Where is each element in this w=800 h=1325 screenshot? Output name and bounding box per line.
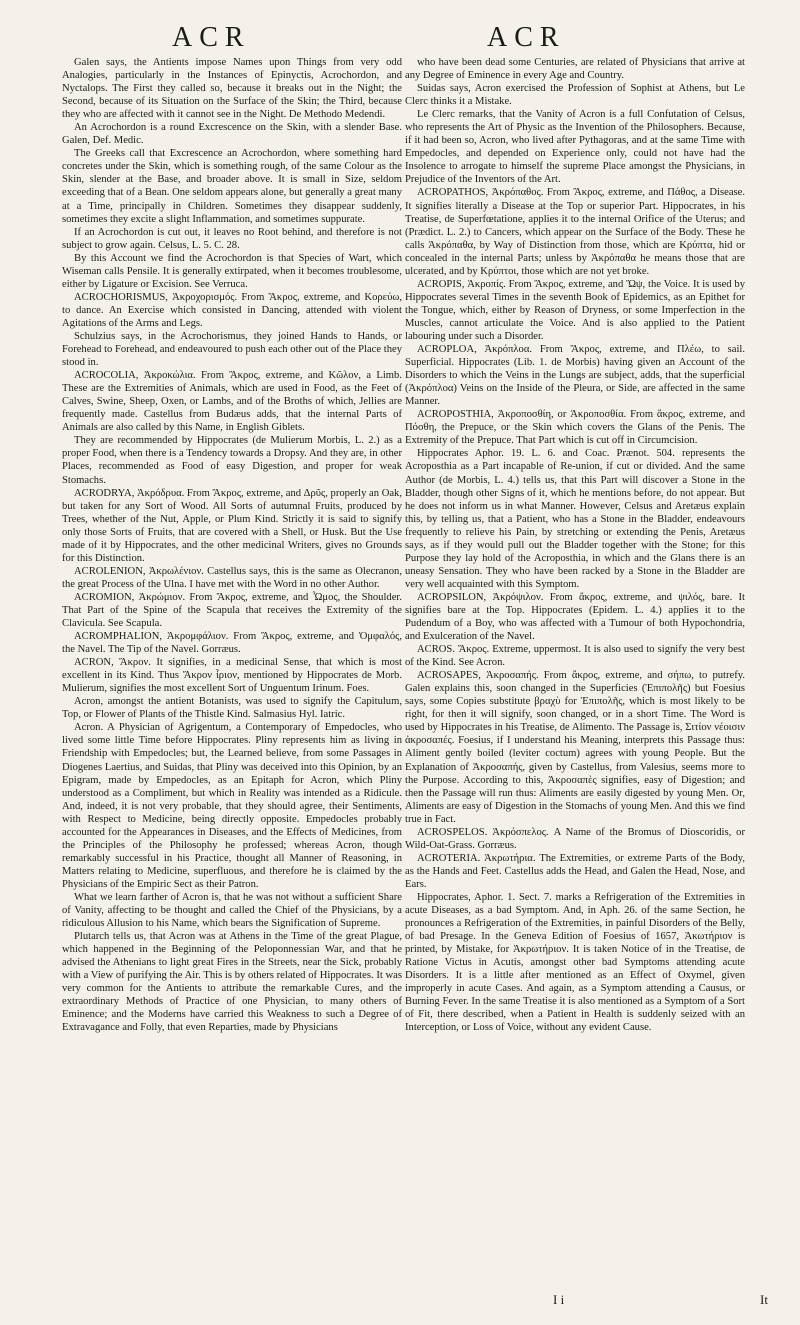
paragraph: ACRON, Ἄκρον. It signifies, in a medicinal Sense, that which is most excellent in its Kind. Thus Ἄκρον ἶριον, mentioned by Hippocrates de Morb. Mulierum, signifies the most excellent Sort of Unguentum Irinum. Foes. bbox=[62, 657, 402, 695]
paragraph: Galen says, the Antients impose Names upon Things from very odd Analogies, particularly in the Instances of Epinyctis, Acrochordon, and Nyctalops. The First they called so, because it breaks out in the Night; the Second, because of its Situation on the Surface of the Skin; the Third, because they who are affected with it cannot see in the Night. De Methodo Medendi. bbox=[62, 57, 402, 121]
paragraph: ACROSPELOS. Ἀκρόσπελος. A Name of the Bromus of Dioscoridis, or Wild-Oat-Grass. Gorræus. bbox=[405, 826, 745, 851]
paragraph: ACROPATHOS, Ἀκρόπαθος. From Ἄκρος, extreme, and Πάθος, a Disease. It signifies literally a Disease at the Top or superior Part. Hippocrates, in his Treatise, de Superfœtatione, applies it to the internal Orifice of the Uterus; and (Prædict. L. 2.) to Cancers, which appear on the Surface of the Body. These he calls Ἀκρόπαθα, by Way of Distinction from those, which are Κρύπτα, hid or concealed in the internal Parts; unless by Ἀκρόπαθα he means those that are ulcerated, and by Κρύπτοι, those which are not yet broke. bbox=[405, 187, 745, 277]
paragraph: If an Acrochordon is cut out, it leaves no Root behind, and therefore is not subject to grow again. Celsus, L. 5. C. 28. bbox=[62, 226, 402, 251]
running-header bbox=[0, 22, 800, 56]
paragraph: who have been dead some Centuries, are related of Physicians that arrive at any Degree of Eminence in every Age and Country. bbox=[405, 57, 745, 82]
header-right: ACR bbox=[487, 22, 566, 53]
paragraph: ACROLENION, Ἀκρωλένιον. Castellus says, this is the same as Olecranon, the great Process of the Ulna. I have met with the Word in no other Author. bbox=[62, 565, 402, 590]
paragraph: Plutarch tells us, that Acron was at Athens in the Time of the great Plague, which happened in the Beginning of the Peloponnessian War, and that he advised the Athenians to light great Fires in the Streets, near the Sick, probably with a View of purifying the Air. This is by others related of Hippocrates. It was very common for the Antients to attribute the remarkable Cures, and the extraordinary Methods of Practice of one Physician, to many others of Eminence; and the Moderns have carried this Weakness to such a Degree of Extravagance and Folly, that even Reparties, made by Physicians bbox=[62, 931, 402, 1034]
page-footer bbox=[0, 1292, 800, 1312]
header-left: ACR bbox=[172, 22, 251, 53]
paragraph: Suidas says, Acron exercised the Profession of Sophist at Athens, but Le Clerc thinks it a Mistake. bbox=[405, 83, 745, 108]
paragraph: ACROPLOA, Ἀκρόπλοα. From Ἄκρος, extreme, and Πλέω, to sail. Superficial. Hippocrates (Lib. 1. de Morbis) having given an Account of the Disorders to which the Veins in the Lungs are subject, adds, that the superficial (Ἀκρόπλοα) Veins on the Inside of the Pleura, or Side, are affected in the same Manner. bbox=[405, 344, 745, 408]
paragraph: ACROPOSTHIA, Ἀκροποσθίη, or Ἀκροποσθία. From ἄκρος, extreme, and Πόσθη, the Prepuce, or the Skin which covers the Glans of the Penis. The Extremity of the Prepuce. That Part which is cut off in Circumcision. bbox=[405, 409, 745, 447]
paragraph: The Greeks call that Excrescence an Acrochordon, where something hard concretes under the Skin, which is something rough, of the same Colour as the Skin, slender at the Base, and broader above. It is small in Size, seldom exceeding that of a Bean. One seldom appears alone, but generally a great many at a Time, principally in Children. Sometimes they disappear suddenly, sometimes they excite a slight Inflammation, and sometimes suppurate. bbox=[62, 148, 402, 225]
catchword: It bbox=[760, 1292, 768, 1307]
paragraph: ACRODRYA, Ἀκρόδρυα. From Ἄκρος, extreme, and Δρῦς, properly an Oak, but taken for any Sort of Wood. All Sorts of autumnal Fruits, produced by Trees, whether of the Nut, Apple, or Plum Kind. Strictly it is said to signify only those Sorts of Fruits, that are covered with a Shell, or Husk. But the Use made of it by Hippocrates, and the other medicinal Writers, gives no Grounds for this Distinction. bbox=[62, 487, 403, 564]
paragraph: Hippocrates Aphor. 19. L. 6. and Coac. Prænot. 504. represents the Acroposthia as a Part incapable of Re-union, if cut or divided. And the same Author (de Morbis, L. 4.) tells us, that this Part will discover a Stone in the Bladder, though other Signs of it, which he mentions before, do not appear. But he does not inform us in what Manner. However, Celsus and Aretæus explain this, by telling us, that a Patient, who has a Stone in the Bladder, endeavours frequently to relieve his Pain, by stretching or extending the Penis, Aretæus says, as if they would pull out the Bladder together with the Stone; for this Purpose they lay hold of the Acroposthia, in which and the Glans there is an uneasy Sensation. They who have been racked by a Stone in the Bladder are very well acquainted with this Symptom. bbox=[405, 448, 745, 590]
right-column bbox=[405, 56, 745, 1035]
paragraph: By this Account we find the Acrochordon is that Species of Wart, which Wiseman calls Pensile. It is generally extirpated, when it becomes troublesome, either by Ligature or Excision. See Verruca. bbox=[62, 252, 402, 290]
paragraph: ACROS. Ἄκρος. Extreme, uppermost. It is also used to signify the very best of the Kind. See Acron. bbox=[405, 644, 745, 669]
paragraph: ACROCOLIA, Ἀκροκώλια. From Ἄκρος, extreme, and Κῶλον, a Limb. These are the Extremities of Animals, which are used in Food, as the Feet of Calves, Swine, Sheep, Oxen, or Lambs, and of the Broths of which, Jellies are frequently made. Castellus from Budæus adds, that the internal Parts of Animals are also called by this Name, in English Giblets. bbox=[62, 370, 402, 434]
paragraph: Hippocrates, Aphor. 1. Sect. 7. marks a Refrigeration of the Extremities in acute Diseases, as a bad Symptom. And, in Aph. 26. of the same Section, he pronounces a Refrigeration of the Extremities, in painful Disorders of the Belly, of bad Presage. In the Geneva Edition of Foesius of 1657, Ἀκωτήριον is printed, by Mistake, for Ἀκρωτήριον. It is taken Notice of in the Treatise, de Ratione Victus in Acutis, amongst other bad Symptoms attending acute Disorders. It is a little after mentioned as an Effect of Oxymel, given improperly in acute Cases. And again, as a Symptom attending a Causus, or Burning Fever. In the same Treatise it is also mentioned as a Symptom of a Sort of Fit, there described, when a Patient in Health is suddenly seized with an Interception, or Loss of Voice, without any evident Cause. bbox=[405, 892, 745, 1034]
paragraph: ACROMION, Ἀκρώμιον. From Ἄκρος, extreme, and Ὦμος, the Shoulder. That Part of the Spine of the Scapula that receives the Extremity of the Clavicula. See Scapula. bbox=[62, 591, 402, 630]
paragraph: They are recommended by Hippocrates (de Mulierum Morbis, L. 2.) as a proper Food, when there is a Tendency towards a Dropsy. And they are, in other Places, recommended as Food of easy Digestion, and proper for weak Stomachs. bbox=[62, 435, 402, 486]
paragraph: ACROSAPES, Ἀκροσαπής. From ἄκρος, extreme, and σήπω, to putrefy. Galen explains this, soon changed in the Superficies (Ἐπιπολῆς) but Foesius says, some Copies substitute βραχὺ for Ἐπιπολῆς, which is most likely to be right, for then it will signify, soon changed, or in a short Time. The Word is used by Hippocrates in his Treatise, de Alimento. The Passage is, Σιτίον νέοισιν ἀκροσαπές. Foesius, if I understand his Meaning, interprets this Passage thus: Aliment gently boiled (leviter coctum) agrees with young People. But the Explanation of Ἀκροσαπής, given by Castellus, from Valesius, seems more to the Purpose. According to this, Ἀκροσαπὲς signifies, easy of Digestion; and then the Passage will run thus: Aliments are easily digested by young Men. Or, Aliments are easy of Digestion in the Stomachs of young Men. And this we find true in Fact. bbox=[405, 670, 745, 825]
paragraph: ACROCHORISMUS, Ἀκροχορισμός. From Ἄκρος, extreme, and Κορεύω, to dance. An Exercise which consisted in Dancing, attended with violent Agitations of the Arms and Legs. bbox=[62, 291, 402, 329]
left-column bbox=[62, 56, 402, 1035]
paragraph: An Acrochordon is a round Excrescence on the Skin, with a slender Base. Galen, Def. Medic. bbox=[62, 122, 402, 147]
paragraph: ACROMPHALION, Ἀκρομφάλιον. From Ἄκρος, extreme, and Ὀμφαλός, the Navel. The Tip of the Navel. Gorræus. bbox=[62, 631, 402, 656]
paragraph: Le Clerc remarks, that the Vanity of Acron is a full Confutation of Celsus, who represents the Art of Physic as the Invention of the Philosophers. Because, if it had been so, Acron, who lived after Pythagoras, and at the same Time with Empedocles, and depended on Experience only, could not have had the Insolence to arrogate to himself the supreme Place amongst the Physicians, in Prejudice of the Inventors of the Art. bbox=[405, 109, 745, 186]
paragraph: ACROPSILON, Ἀκρόψιλον. From ἄκρος, extreme, and ψιλός, bare. It signifies bare at the Top. Hippocrates (Epidem. L. 4.) applies it to the Pudendum of a Boy, who was affected with a Tumour of both Hypochondria, and Exulceration of the Navel. bbox=[405, 591, 745, 643]
paragraph: What we learn farther of Acron is, that he was not without a sufficient Share of Vanity, affecting to be thought and called the Chief of the Physicians, by a ridiculous Allusion to his Name, which bears the Signification of Supreme. bbox=[62, 892, 402, 930]
paragraph: Acron. A Physician of Agrigentum, a Contemporary of Empedocles, who lived some little Time before Hippocrates. Pliny represents him as living in Friendship with Empedocles; but, the Learned believe, from some Passages in Diogenes Laertius, and Suidas, that Pliny was deceived into this Opinion, by an Epigram, made by Empedocles, as an Epitaph for Acron, which Pliny understood as a Compliment, but which in Reality was intended as a Ridicule. And, indeed, it is not very probable, that they should agree, their Sentiments, with Respect to Medicine, being directly opposite. Empedocles probably accounted for the Appearances in Diseases, and the Effects of Medicines, from the Principles of the Philosophy he professed; whereas Acron, though remarkably successful in his Practice, thought all Manner of Reasoning, in Matters relating to Medicine, superfluous, and therefore he is claimed by the Physicians of the Empiric Sect as their Patron. bbox=[62, 722, 402, 890]
paragraph: ACROTERIA. Ἀκρωτήρια. The Extremities, or extreme Parts of the Body, as the Hands and Feet. Castellus adds the Head, and Galen the Head, Nose, and Ears. bbox=[405, 852, 745, 890]
paragraph: Schulzius says, in the Acrochorismus, they joined Hands to Hands, or Forehead to Forehead, and endeavoured to push each other out of the Place they stood in. bbox=[62, 330, 402, 369]
paragraph: ACROPIS, Ἀκροπίς. From Ἄκρος, extreme, and Ὤψ, the Voice. It is used by Hippocrates several Times in the seventh Book of Epidemics, as an Epithet for the Tongue, which, either by Reason of Dryness, or some Imperfection in the Muscles, cannot articulate the Voice. And is also applied to the Patient labouring under such a Disorder. bbox=[405, 278, 745, 342]
signature-mark: I i bbox=[553, 1292, 565, 1307]
paragraph: Acron, amongst the antient Botanists, was used to signify the Capitulum, Top, or Flower of Plants of the Thistle Kind. Salmasius Hyl. Iatric. bbox=[62, 696, 402, 721]
